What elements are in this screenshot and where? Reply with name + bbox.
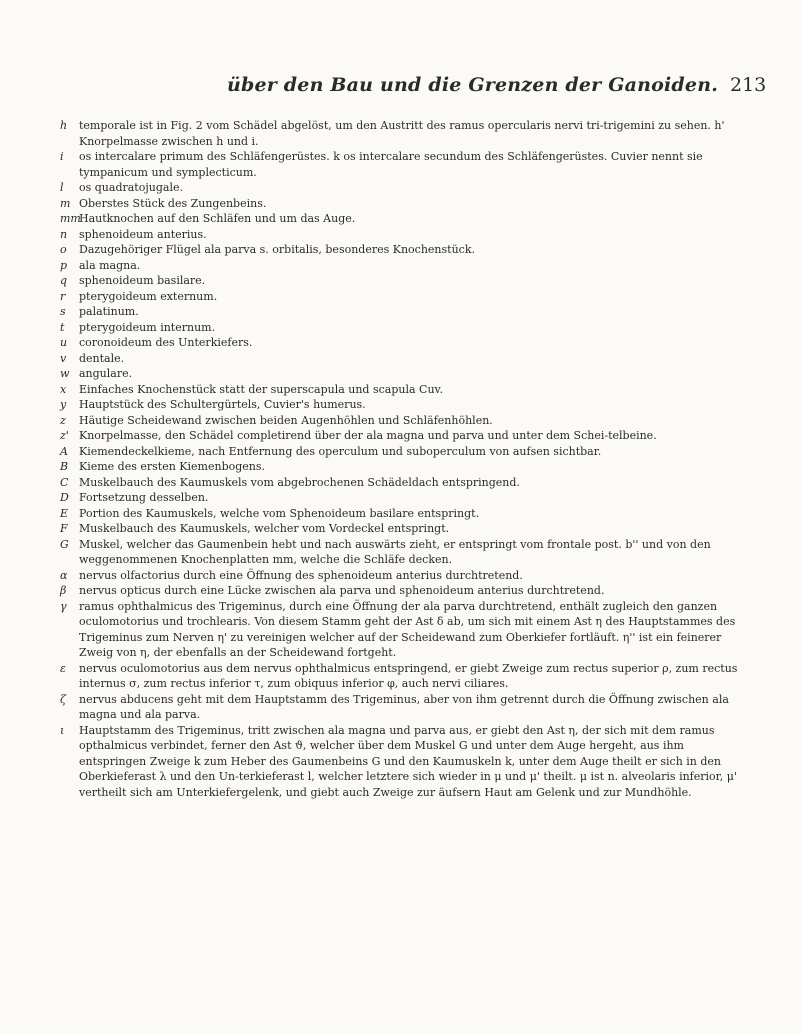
legend-text: Hauptstück des Schultergürtels, Cuvier's humerus. bbox=[79, 398, 366, 411]
legend-entry bbox=[60, 475, 750, 491]
legend-text: dentale. bbox=[79, 351, 125, 365]
running-title: über den Bau und die Grenzen der Ganoiden. bbox=[227, 74, 719, 96]
legend-entry bbox=[60, 366, 750, 382]
legend-entry bbox=[60, 568, 750, 584]
legend-text: ala magna. bbox=[79, 258, 141, 272]
legend-key: mm bbox=[60, 212, 81, 225]
legend-text: Häutige Scheidewand zwischen beiden Augenhöhlen und Schläfenhöhlen. bbox=[79, 413, 493, 427]
legend-entry bbox=[60, 692, 750, 723]
legend-key: n bbox=[60, 227, 68, 241]
legend-key: s bbox=[60, 305, 66, 318]
legend-entry bbox=[60, 444, 750, 460]
legend-text: Einfaches Knochenstück statt der superscapula und scapula Cuv. bbox=[79, 382, 443, 396]
legend-key: B bbox=[60, 460, 69, 473]
legend-key: w bbox=[60, 367, 70, 380]
legend-text: os intercalare primum des Schläfengerüstes. k os intercalare secundum des Schläfengerüstes. Cuvier nennt sie tympanicum und symplecticum. bbox=[79, 150, 703, 179]
legend-key: i bbox=[60, 150, 64, 163]
legend-text: Knorpelmasse, den Schädel completirend über der ala magna und parva und unter dem Schei-telbeine. bbox=[79, 429, 657, 442]
legend-text: temporale ist in Fig. 2 vom Schädel abgelöst, um den Austritt des ramus opercularis nervi tri-trigemini zu sehen. h' Knorpelmasse zwischen h und i. bbox=[79, 119, 725, 148]
legend-key: q bbox=[60, 274, 68, 287]
legend-text: Fortsetzung desselben. bbox=[79, 491, 209, 504]
legend-text: Portion des Kaumuskels, welche vom Sphenoideum basilare entspringt. bbox=[79, 506, 480, 520]
legend-entry bbox=[60, 335, 750, 351]
legend-entry bbox=[60, 320, 750, 336]
legend-key: ι bbox=[60, 723, 65, 737]
legend-key: F bbox=[60, 522, 68, 535]
legend-key: ε bbox=[60, 661, 66, 675]
legend-text: nervus oculomotorius aus dem nervus ophthalmicus entspringend, er giebt Zweige zum rectus superior ρ, zum rectus internus σ, zum rectus inferior τ, zum obiquus inferior φ, auch nervi ciliares. bbox=[79, 661, 738, 690]
legend-text: Oberstes Stück des Zungenbeins. bbox=[79, 196, 267, 210]
legend-entry bbox=[60, 459, 750, 475]
legend-text: Dazugehöriger Flügel ala parva s. orbitalis, besonderes Knochenstück. bbox=[79, 243, 475, 256]
legend-text: pterygoideum externum. bbox=[79, 289, 218, 303]
legend-entry bbox=[60, 413, 750, 429]
legend-entry bbox=[60, 537, 750, 568]
legend-entry bbox=[60, 397, 750, 413]
legend-text: ramus ophthalmicus des Trigeminus, durch eine Öffnung der ala parva durchtretend, enthält zugleich den ganzen oculomotorius und trochlearis. Von diesem Stamm geht der Ast δ ab, um sich mit einem Ast η des Hauptstammes des Trigeminus zum Nerven η' zu vereinigen welcher auf der Scheidewand zum Oberkiefer fortläuft. η'' ist ein feinerer Zweig von η, der ebenfalls an der Scheidewand fortgeht. bbox=[79, 599, 736, 659]
legend-key: r bbox=[60, 289, 66, 303]
legend-entry bbox=[60, 599, 750, 661]
legend-entry bbox=[60, 506, 750, 522]
legend-key: v bbox=[60, 351, 67, 365]
legend-key: ζ bbox=[60, 692, 66, 706]
legend-entry bbox=[60, 521, 750, 537]
legend-entry bbox=[60, 242, 750, 258]
legend-key: t bbox=[60, 320, 65, 334]
legend-key: p bbox=[60, 258, 68, 272]
legend-key: y bbox=[60, 398, 67, 411]
legend-key: u bbox=[60, 336, 68, 349]
legend-key: z bbox=[60, 413, 66, 427]
legend-key: x bbox=[60, 382, 67, 396]
legend-text: sphenoideum basilare. bbox=[79, 274, 206, 287]
legend-text: nervus abducens geht mit dem Hauptstamm des Trigeminus, aber von ihm getrennt durch die Öffnung zwischen ala magna und ala parva. bbox=[79, 692, 729, 721]
legend-entry bbox=[60, 258, 750, 274]
legend-entry bbox=[60, 211, 750, 227]
legend-text: nervus opticus durch eine Lücke zwischen ala parva und sphenoideum anterius durchtretend. bbox=[79, 584, 605, 597]
legend-entry bbox=[60, 723, 750, 801]
legend-entry bbox=[60, 118, 750, 149]
legend-text: Kiemendeckelkieme, nach Entfernung des operculum und suboperculum von aufsen sichtbar. bbox=[79, 444, 602, 458]
legend-entry bbox=[60, 490, 750, 506]
legend-text: Hautknochen auf den Schläfen und um das Auge. bbox=[79, 212, 356, 225]
legend-entry bbox=[60, 382, 750, 398]
legend-key: h bbox=[60, 119, 68, 132]
legend-text: palatinum. bbox=[79, 305, 139, 318]
legend-entry bbox=[60, 661, 750, 692]
legend-key: α bbox=[60, 568, 68, 582]
legend-text: Muskelbauch des Kaumuskels, welcher vom Vordeckel entspringt. bbox=[79, 522, 450, 535]
figure-legend-list bbox=[60, 118, 750, 800]
legend-text: nervus olfactorius durch eine Öffnung des sphenoideum anterius durchtretend. bbox=[79, 568, 523, 582]
legend-entry bbox=[60, 180, 750, 196]
legend-key: C bbox=[60, 475, 69, 489]
legend-text: Kieme des ersten Kiemenbogens. bbox=[79, 460, 266, 473]
legend-text: Hauptstamm des Trigeminus, tritt zwischen ala magna und parva aus, er giebt den Ast η, der sich mit dem ramus opthalmicus verbindet, ferner den Ast ϑ, welcher über dem Muskel G und unter dem Auge hergeht, aus ihm entspringen Zweige k zum Heber des Gaumenbeins G und den Kaumuskeln k, unter dem Auge theilt er sich in den Oberkieferast λ und den Un-terkieferast l, welcher letztere sich wieder in μ und μ' theilt. μ ist n. alveolaris inferior, μ' vertheilt sich am Unterkiefergelenk, und giebt auch Zweige zur äufsern Haut am Gelenk und zur Mundhöhle. bbox=[79, 723, 737, 799]
legend-text: coronoideum des Unterkiefers. bbox=[79, 336, 253, 349]
page-number: 213 bbox=[730, 74, 767, 96]
running-header bbox=[0, 74, 801, 100]
legend-key: D bbox=[60, 491, 69, 504]
legend-text: angulare. bbox=[79, 367, 133, 380]
legend-key: A bbox=[60, 444, 68, 458]
legend-key: l bbox=[60, 181, 64, 194]
legend-entry bbox=[60, 273, 750, 289]
legend-entry bbox=[60, 428, 750, 444]
legend-entry bbox=[60, 149, 750, 180]
legend-key: o bbox=[60, 243, 67, 256]
legend-entry bbox=[60, 583, 750, 599]
legend-text: Muskel, welcher das Gaumenbein hebt und nach auswärts zieht, er entspringt vom frontale post. b'' und von den weggenommenen Knochenplatten mm, welche die Schläfe decken. bbox=[79, 537, 711, 566]
legend-key: z' bbox=[60, 429, 69, 442]
legend-entry bbox=[60, 351, 750, 367]
legend-text: sphenoideum anterius. bbox=[79, 227, 207, 241]
legend-entry bbox=[60, 227, 750, 243]
legend-entry bbox=[60, 304, 750, 320]
legend-key: E bbox=[60, 506, 69, 520]
legend-key: G bbox=[60, 537, 69, 551]
legend-text: os quadratojugale. bbox=[79, 181, 183, 194]
legend-text: Muskelbauch des Kaumuskels vom abgebrochenen Schädeldach entspringend. bbox=[79, 475, 520, 489]
legend-key: γ bbox=[60, 599, 67, 613]
legend-key: β bbox=[60, 584, 67, 597]
legend-text: pterygoideum internum. bbox=[79, 320, 216, 334]
legend-entry bbox=[60, 196, 750, 212]
legend-key: m bbox=[60, 196, 71, 210]
legend-entry bbox=[60, 289, 750, 305]
